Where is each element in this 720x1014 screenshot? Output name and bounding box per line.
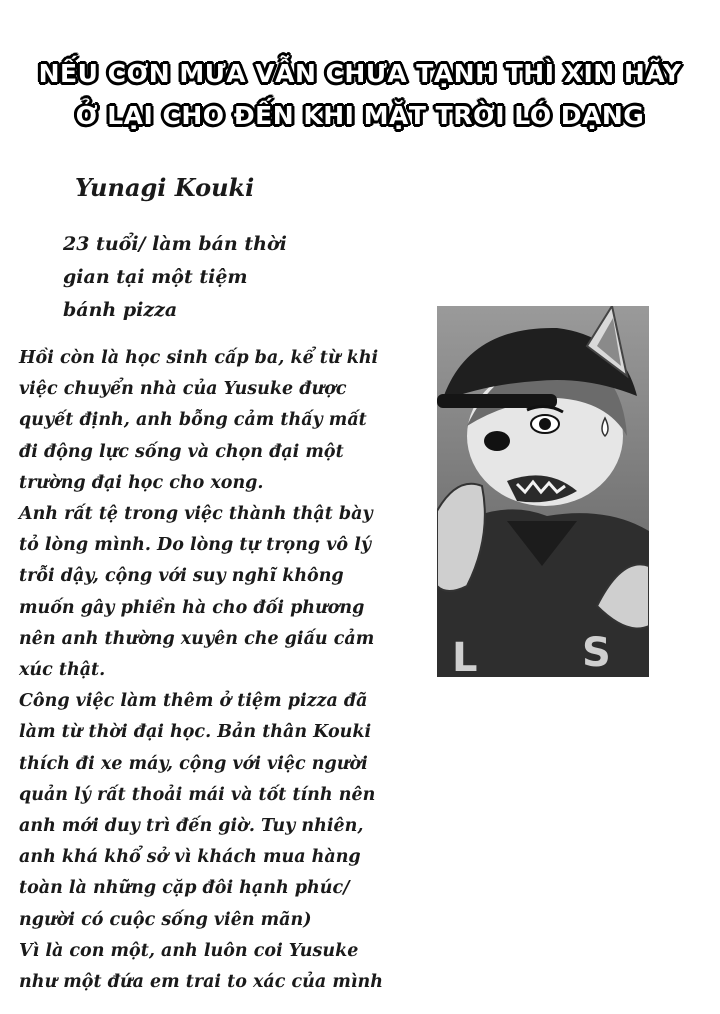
description-line: Hồi còn là học sinh cấp ba, kể từ khi <box>19 348 379 368</box>
description-line: nên anh thường xuyên che giấu cảm <box>19 628 375 649</box>
description-line: quyết định, anh bỗng cảm thấy mất <box>19 410 367 431</box>
description-line: đi động lực sống và chọn đại một <box>19 441 344 462</box>
description-line: xúc thật. <box>19 660 106 681</box>
portrait-illustration <box>437 306 649 677</box>
description-line: Anh rất tệ trong việc thành thật bày <box>19 504 373 525</box>
description-line: làm từ thời đại học. Bản thân Kouki <box>19 722 372 743</box>
description-line: Công việc làm thêm ở tiệm pizza đã <box>19 691 368 712</box>
page-title-line-1: NẾU CƠN MƯA VẪN CHƯA TẠNH THÌ XIN HÃY <box>38 59 682 88</box>
description-line: muốn gây phiền hà cho đối phương <box>19 597 365 618</box>
description-line: người có cuộc sống viên mãn) <box>19 909 312 930</box>
character-portrait <box>437 306 649 677</box>
description-line: trỗi dậy, cộng với suy nghĩ không <box>19 566 344 587</box>
description-line: việc chuyển nhà của Yusuke được <box>19 379 347 400</box>
svg-text:S: S <box>582 630 611 676</box>
character-info <box>63 228 287 327</box>
character-name: Yunagi Kouki <box>75 173 255 202</box>
description-line: thích đi xe máy, cộng với việc người <box>19 753 368 774</box>
description-line: anh khá khổ sở vì khách mua hàng <box>19 847 361 868</box>
character-info-line: 23 tuổi/ làm bán thời <box>63 233 287 255</box>
description-line: Vì là con một, anh luôn coi Yusuke <box>19 940 359 961</box>
character-description <box>19 343 383 998</box>
page-title-line-2: Ở LẠI CHO ĐẾN KHI MẶT TRỜI LÓ DẠNG <box>75 101 645 130</box>
description-line: tỏ lòng mình. Do lòng tự trọng vô lý <box>19 535 372 556</box>
description-line: toàn là những cặp đôi hạnh phúc/ <box>19 878 350 899</box>
description-line: như một đứa em trai to xác của mình <box>19 972 383 993</box>
character-info-line: bánh pizza <box>63 299 178 321</box>
character-info-line: gian tại một tiệm <box>63 266 248 288</box>
svg-text:L: L <box>452 635 478 677</box>
description-line: quản lý rất thoải mái và tốt tính nên <box>19 784 376 805</box>
description-line: trường đại học cho xong. <box>19 472 264 493</box>
description-line: anh mới duy trì đến giờ. Tuy nhiên, <box>19 816 364 837</box>
